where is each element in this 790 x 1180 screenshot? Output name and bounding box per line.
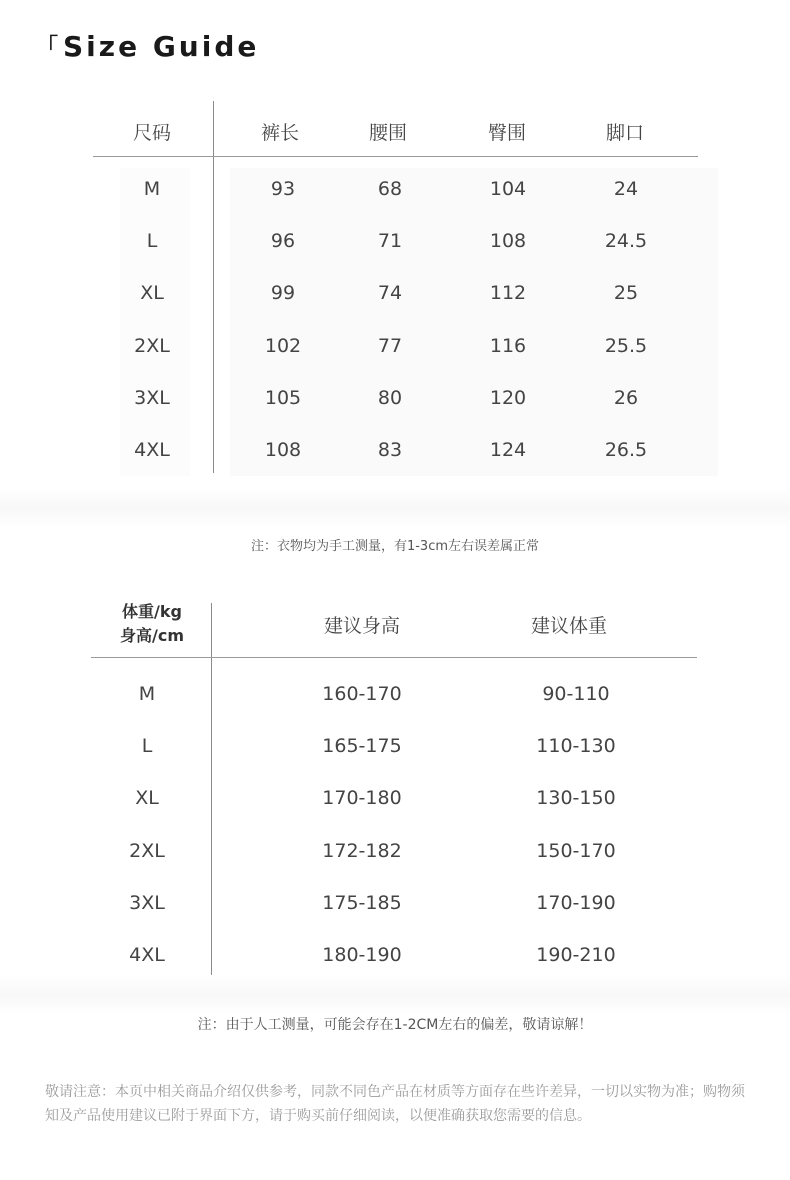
table2-vertical-divider bbox=[211, 603, 212, 981]
table1-cell-waist: 74 bbox=[377, 282, 403, 305]
table1-header-length: 裤长 bbox=[260, 122, 299, 144]
table1-header-size: 尺码 bbox=[132, 122, 171, 144]
table1-cell-length: 99 bbox=[270, 282, 296, 305]
corner-height-label: 身高/cm bbox=[119, 626, 184, 645]
table1-cell-size: M bbox=[143, 178, 161, 200]
table1-cell-hip: 120 bbox=[489, 386, 527, 409]
table1-cell-hip: 116 bbox=[489, 334, 527, 357]
table1-cell-hem: 26 bbox=[613, 386, 639, 409]
table1-header-hip: 臀围 bbox=[487, 122, 526, 144]
table1-cell-waist: 80 bbox=[377, 386, 403, 409]
table2-cell-size: M bbox=[138, 683, 156, 705]
table2-cell-size: 2XL bbox=[129, 839, 165, 862]
table1-cell-hip: 124 bbox=[489, 439, 527, 461]
table2-cell-height: 180-190 bbox=[322, 944, 402, 966]
corner-weight-label: 体重/kg bbox=[122, 602, 182, 621]
table2-corner-header bbox=[92, 600, 212, 648]
page-title bbox=[36, 30, 259, 63]
title-text: Size Guide bbox=[63, 30, 260, 63]
table1-cell-hem: 25 bbox=[613, 282, 639, 305]
table2-cell-weight: 130-150 bbox=[536, 787, 616, 810]
table1-cell-length: 96 bbox=[270, 230, 296, 253]
table1-cell-length: 102 bbox=[264, 334, 302, 357]
table1-cell-waist: 77 bbox=[377, 334, 403, 357]
table2-cell-weight: 170-190 bbox=[536, 891, 616, 914]
table1-cell-hem: 25.5 bbox=[604, 334, 648, 357]
table1-cell-waist: 83 bbox=[377, 439, 403, 461]
table1-header-hem: 脚口 bbox=[605, 122, 644, 144]
section-fade bbox=[0, 488, 790, 528]
table1-cell-size: 2XL bbox=[134, 334, 170, 357]
table2-cell-weight: 90-110 bbox=[542, 683, 610, 705]
table2-cell-weight: 150-170 bbox=[536, 839, 616, 862]
table1-cell-size: XL bbox=[140, 282, 164, 305]
table1-cell-size: L bbox=[146, 230, 158, 253]
table2-cell-size: 4XL bbox=[129, 944, 165, 966]
table1-cell-waist: 71 bbox=[377, 230, 403, 253]
table1-cell-size: 4XL bbox=[134, 439, 170, 461]
table2-header-height: 建议身高 bbox=[323, 615, 400, 637]
table1-cell-size: 3XL bbox=[134, 386, 170, 409]
table1-cell-length: 108 bbox=[264, 439, 302, 461]
table2-cell-size: XL bbox=[135, 787, 159, 810]
table2-cell-height: 165-175 bbox=[322, 735, 402, 758]
table1-cell-length: 105 bbox=[264, 386, 302, 409]
table2-cell-size: 3XL bbox=[129, 891, 165, 914]
table1-cell-hem: 24 bbox=[613, 178, 639, 200]
table2-cell-size: L bbox=[141, 735, 153, 758]
table2-cell-weight: 110-130 bbox=[536, 735, 616, 758]
table1-size-shade bbox=[120, 168, 190, 476]
table1-header-waist: 腰围 bbox=[368, 122, 407, 144]
table1-shade bbox=[230, 168, 718, 476]
table1-cell-hem: 26.5 bbox=[604, 439, 648, 461]
table2-cell-weight: 190-210 bbox=[536, 944, 616, 966]
table1-cell-hip: 112 bbox=[489, 282, 527, 305]
table2-cell-height: 175-185 bbox=[322, 891, 402, 914]
table2-header-divider bbox=[91, 657, 697, 658]
table1-cell-hem: 24.5 bbox=[604, 230, 648, 253]
table1-cell-hip: 104 bbox=[489, 178, 527, 200]
table2-note: 注：由于人工测量，可能会存在1-2CM左右的偏差，敬请谅解！ bbox=[197, 1017, 593, 1033]
table1-cell-length: 93 bbox=[270, 178, 296, 200]
table2-cell-height: 172-182 bbox=[322, 839, 402, 862]
table1-note: 注：衣物均为手工测量，有1-3cm左右误差属正常 bbox=[250, 539, 540, 554]
table2-cell-height: 160-170 bbox=[322, 683, 402, 705]
table1-cell-hip: 108 bbox=[489, 230, 527, 253]
title-bracket: 「 bbox=[36, 35, 62, 60]
table1-header-divider bbox=[93, 156, 698, 157]
table2-cell-height: 170-180 bbox=[322, 787, 402, 810]
table2-header-weight: 建议体重 bbox=[530, 615, 607, 637]
table1-cell-waist: 68 bbox=[377, 178, 403, 200]
disclaimer-text: 敬请注意：本页中相关商品介绍仅供参考，同款不同色产品在材质等方面存在些许差异，一切以实物为准；购物须知及产品使用建议已附于界面下方，请于购买前仔细阅读，以便准确获取您需要的信息。 bbox=[45, 1084, 745, 1124]
section-fade-2 bbox=[0, 975, 790, 1015]
